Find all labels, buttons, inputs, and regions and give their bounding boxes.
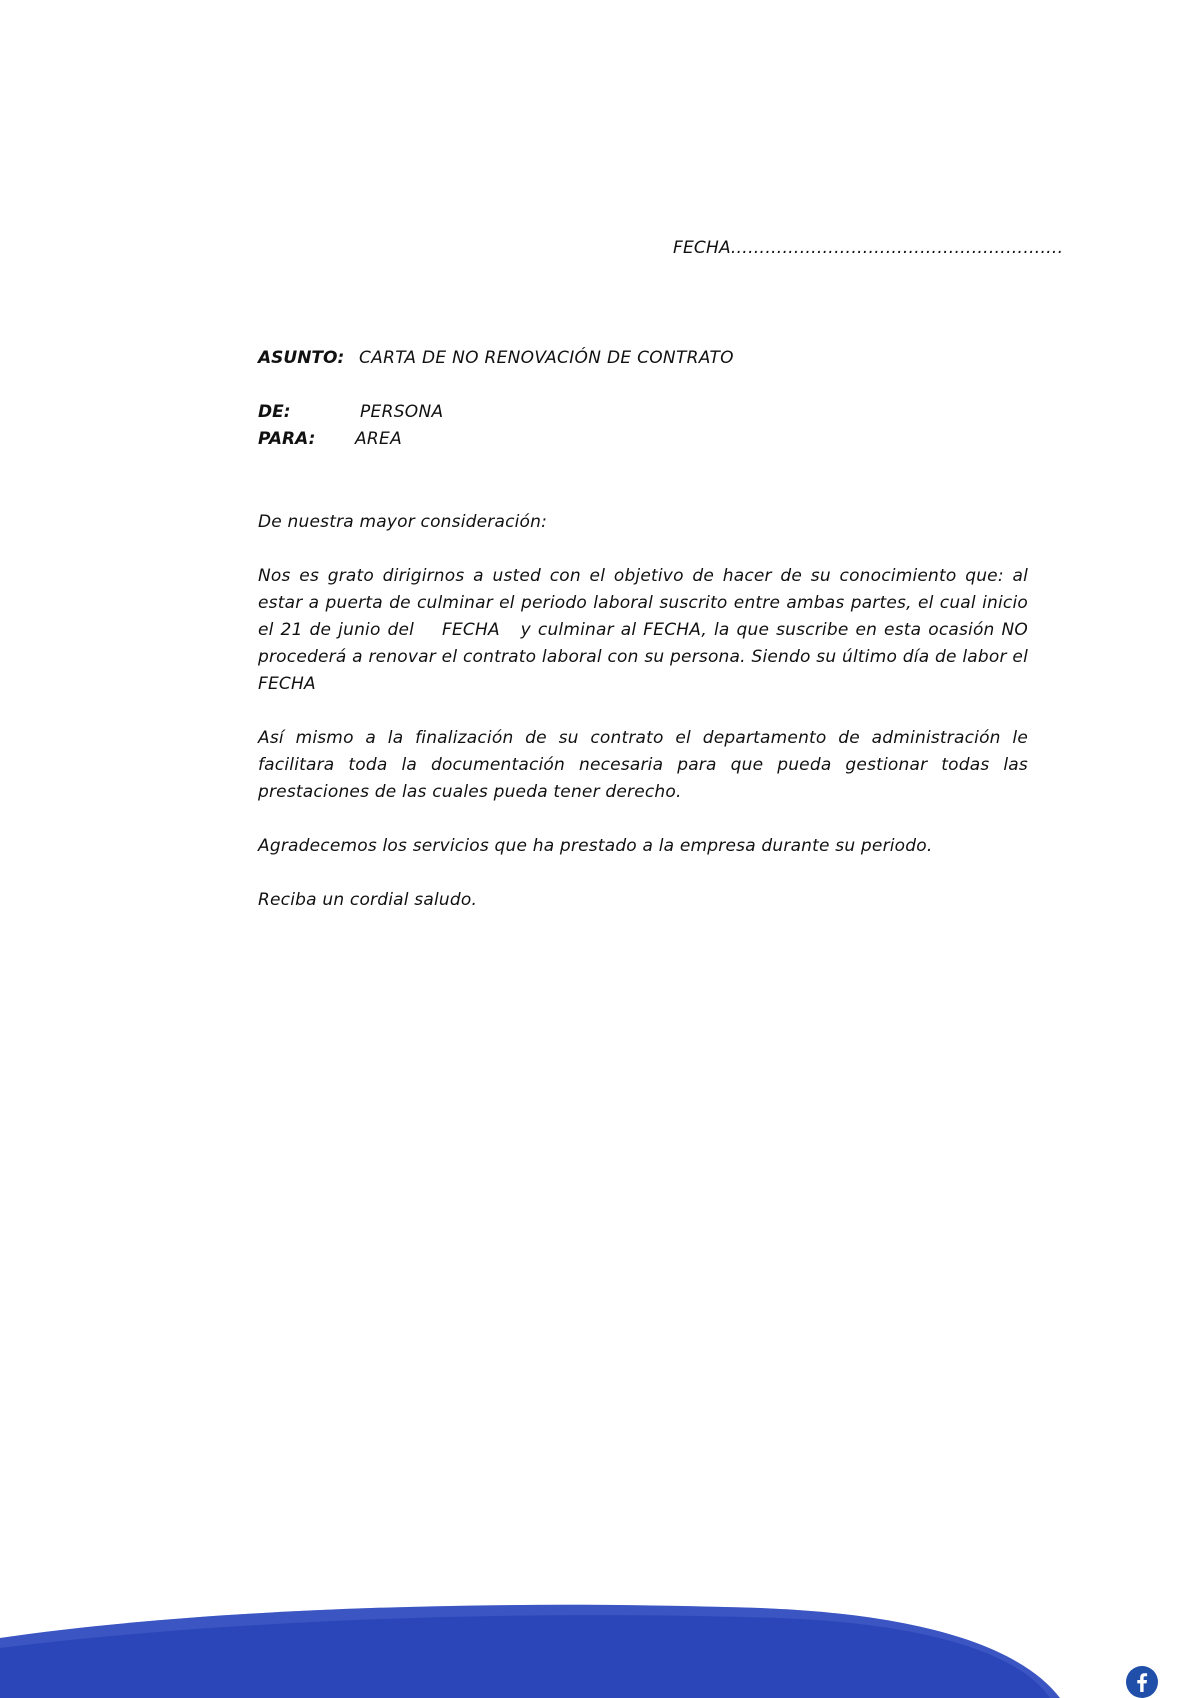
subject-value: CARTA DE NO RENOVACIÓN DE CONTRATO	[359, 348, 734, 368]
paragraph-documentation: Así mismo a la finalización de su contrato el departamento de administración le facilitara toda la documentación necesaria para que pueda gestionar todas las prestaciones de las cuales pueda tener derecho.	[258, 728, 1028, 802]
subject-label: ASUNTO:	[258, 348, 345, 368]
facebook-icon[interactable]	[1126, 1666, 1158, 1698]
from-value: PERSONA	[360, 402, 444, 422]
to-label: PARA:	[258, 429, 316, 449]
from-row	[258, 402, 443, 422]
footer-wave	[0, 1588, 1200, 1698]
to-row	[258, 429, 402, 449]
subject-row	[258, 348, 734, 368]
date-line: FECHA………………………………………………….	[673, 238, 1064, 258]
from-label: DE:	[258, 402, 291, 422]
greeting: De nuestra mayor consideración:	[258, 512, 548, 532]
paragraph-notice: Nos es grato dirigirnos a usted con el objetivo de hacer de su conocimiento que: al estar a puerta de culminar el periodo laboral suscrito entre ambas partes, el cual inicio el 21 de junio del FECHA y culminar al FECHA, la que suscribe en esta ocasión NO procederá a renovar el contrato laboral con su persona. Siendo su último día de labor el FECHA	[258, 566, 1034, 694]
closing: Reciba un cordial saludo.	[258, 890, 478, 910]
to-value: AREA	[355, 429, 403, 449]
paragraph-thanks: Agradecemos los servicios que ha prestado a la empresa durante su periodo.	[258, 836, 933, 856]
